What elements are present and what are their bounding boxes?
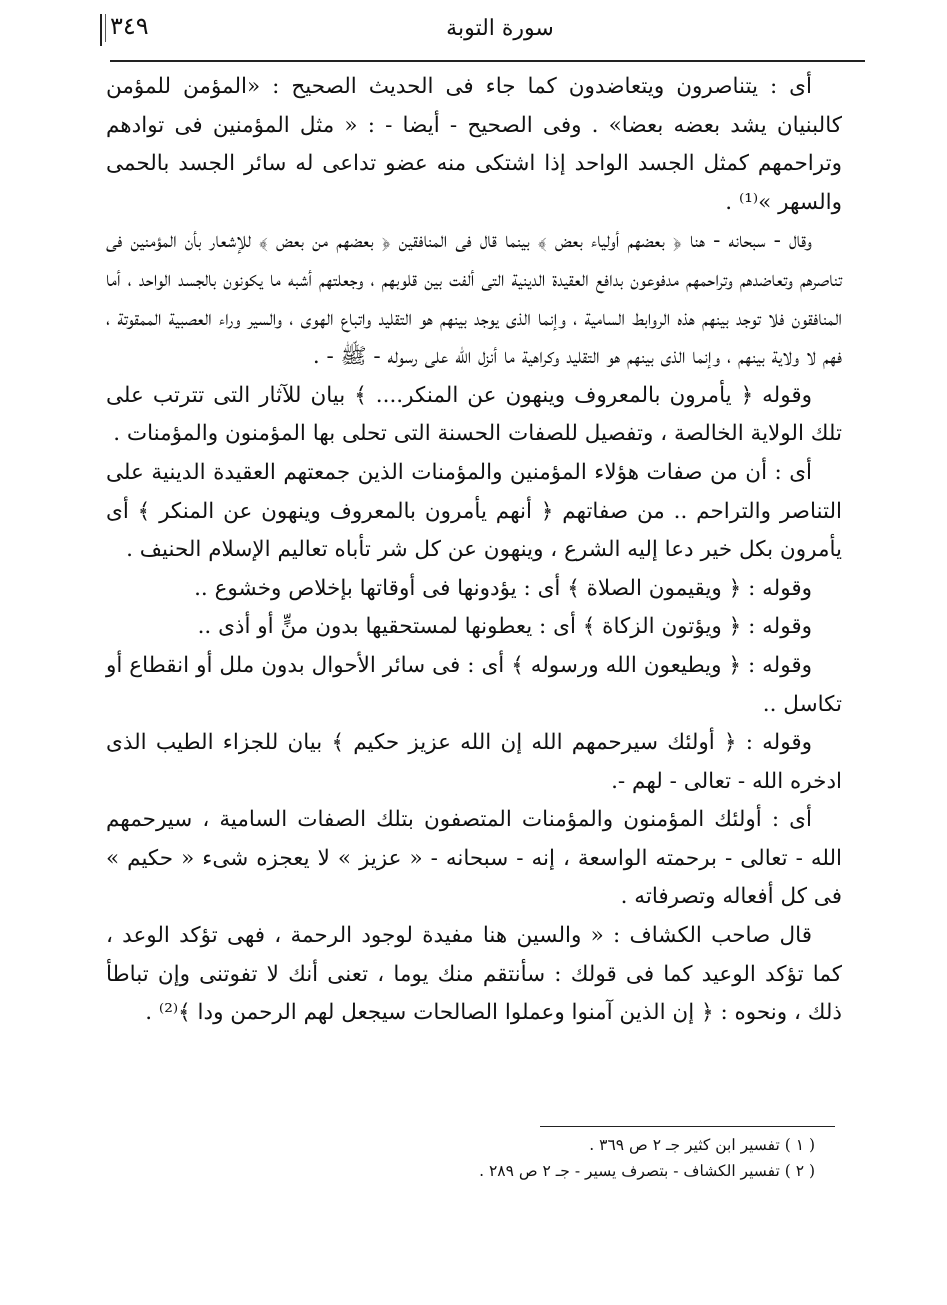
page-number: ٣٤٩: [110, 12, 149, 40]
header-rule: [110, 60, 865, 62]
body-text: [106, 68, 842, 1033]
paragraph-3: وقوله ﴿ يأمرون بالمعروف وينهون عن المنكر.... ﴾ بيان للآثار التى تترتب على تلك الولاية الخالصة ، وتفصيل للصفات الحسنة التى تحلى بها المؤمنون والمؤمنات .: [106, 382, 842, 447]
margin-bar: [100, 14, 102, 46]
paragraph-10: قال صاحب الكشاف : « والسين هنا مفيدة لوجود الرحمة ، فهى تؤكد الوعد ، كما تؤكد الوعيد كما فى قولك : سأنتقم منك يوما ، تعنى أنك لا تفوتنى وإن تباطأ ذلك ، ونحوه : ﴿ إن الذين آمنوا وعملوا الصالحات سيجعل لهم الرحمن ودا ﴾⁽²⁾ .: [106, 923, 842, 1026]
paragraph-8: وقوله : ﴿ أولئك سيرحمهم الله إن الله عزيز حكيم ﴾ بيان للجزاء الطيب الذى ادخره الله - تعالى - لهم -.: [106, 730, 842, 794]
footnote-rule: [540, 1126, 835, 1127]
footnote-2: ( ٢ ) تفسير الكشاف - بتصرف يسير - جـ ٢ ص ٢٨٩ .: [479, 1162, 815, 1180]
paragraph-1: أى : يتناصرون ويتعاضدون كما جاء فى الحديث الصحيح : «المؤمن للمؤمن كالبنيان يشد بعضه بعضا» . وفى الصحيح - أيضا - : « مثل المؤمنين فى توادهم وتراحمهم كمثل الجسد الواحد إذا اشتكى منه عضو تداعى له سائر الجسد بالحمى والسهر »⁽¹⁾ .: [106, 74, 842, 215]
paragraph-4: أى : أن من صفات هؤلاء المؤمنين والمؤمنات الذين جمعتهم العقيدة الدينية على التناصر والتراحم .. من صفاتهم ﴿ أنهم يأمرون بالمعروف وينهون عن المنكر ﴾ أى يأمرون بكل خير دعا إليه الشرع ، وينهون عن كل شر تأباه تعاليم الإسلام الحنيف .: [106, 459, 842, 563]
margin-bar-inner: [105, 14, 106, 42]
running-title: سورة التوبة: [446, 16, 554, 41]
footnotes: [400, 1132, 815, 1184]
page-header: [100, 8, 870, 58]
paragraph-6: وقوله : ﴿ ويؤتون الزكاة ﴾ أى : يعطونها لمستحقيها بدون منٍّ أو أذى ..: [197, 614, 812, 640]
paragraph-5: وقوله : ﴿ ويقيمون الصلاة ﴾ أى : يؤدونها فى أوقاتها بإخلاص وخشوع ..: [194, 575, 812, 601]
footnote-1: ( ١ ) تفسير ابن كثير جـ ٢ ص ٣٦٩ .: [589, 1136, 815, 1154]
paragraph-9: أى : أولئك المؤمنون والمؤمنات المتصفون بتلك الصفات السامية ، سيرحمهم الله - تعالى - برحمته الواسعة ، إنه - سبحانه - « عزيز » لا يعجزه شىء « حكيم » فى كل أفعاله وتصرفاته .: [106, 807, 842, 910]
paragraph-2: وقال - سبحانه - هنا ﴿ بعضهم أولياء بعض ﴾ بينما قال فى المنافقين ﴿ بعضهم من بعض ﴾ للإشعار بأن المؤمنين فى تناصرهم وتعاضدهم وتراحمهم مدفوعون بدافع العقيدة الدينية التى ألفت بين قلوبهم ، وجعلتهم أشبه ما يكونون بالجسد الواحد ، أما المنافقون فلا توجد بينهم هذه الروابط السامية ، وإنما الذى يوجد بينهم هو التقليد واتباع الهوى ، والسير وراء العصبية الممقوتة ، فهم لا ولاية بينهم ، وإنما الذى بينهم هو التقليد وكراهية ما أنزل الله على رسوله - ﷺ - .: [106, 228, 842, 370]
paragraph-7: وقوله : ﴿ ويطيعون الله ورسوله ﴾ أى : فى سائر الأحوال بدون ملل أو انقطاع أو تكاسل ..: [106, 652, 842, 717]
